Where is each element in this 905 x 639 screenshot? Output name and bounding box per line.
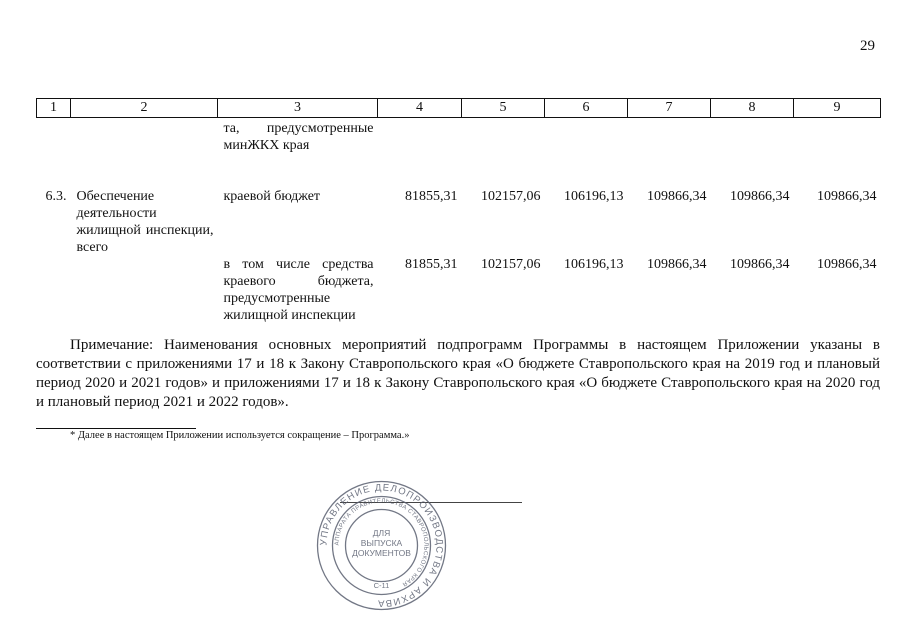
column-header: 9 xyxy=(794,99,881,118)
column-header: 6 xyxy=(545,99,628,118)
row-index: 6.3. xyxy=(45,188,67,204)
subrow-value: 109866,34 xyxy=(817,256,877,272)
column-header: 3 xyxy=(218,99,378,118)
subrow-value: 81855,31 xyxy=(405,256,458,272)
note-paragraph: Примечание: Наименования основных мероприятий подпрограмм Программы в настоящем Приложении указаны в соответствии с приложениями 17 и 18 к Закону Ставропольского края «О бюджете Ставропольского края на 2019 год и плановый период 2020 и 2021 годов» и приложениями 17 и 18 к Закону Ставропольского края «О бюджете Ставропольского края на 2020 год и плановый период 2021 и 2022 годов». xyxy=(36,337,880,410)
subrow-source: в том числе средства краевого бюджета, предусмотренные жилищной инспекции xyxy=(223,256,374,323)
stamp-center-line: ВЫПУСКА xyxy=(360,538,403,548)
table-subrow xyxy=(37,256,881,324)
column-header: 8 xyxy=(711,99,794,118)
footnote: * Далее в настоящем Приложении используется сокращение – Программа.» xyxy=(70,430,410,441)
row-value: 109866,34 xyxy=(817,188,877,204)
stamp-code: С-11 xyxy=(373,581,390,590)
table-header-row xyxy=(37,99,881,118)
continuation-text: та, предусмотренные минЖКХ края xyxy=(223,121,374,153)
subrow-value: 109866,34 xyxy=(730,256,790,272)
subrow-value: 102157,06 xyxy=(481,256,541,272)
subrow-value: 109866,34 xyxy=(647,256,707,272)
stamp-center-line: ДОКУМЕНТОВ xyxy=(352,548,411,558)
subrow-value: 106196,13 xyxy=(564,256,624,272)
footnote-divider xyxy=(36,428,196,429)
table-row xyxy=(37,168,881,256)
row-value: 102157,06 xyxy=(481,188,541,204)
row-source: краевой бюджет xyxy=(223,188,321,204)
stamp-seal xyxy=(314,478,449,613)
stamp-center-line: ДЛЯ xyxy=(372,528,391,538)
row-value: 81855,31 xyxy=(405,188,458,204)
stamp-outer-text: УПРАВЛЕНИЕ ДЕЛОПРОИЗВОДСТВА И АРХИВА xyxy=(318,482,445,609)
column-header: 2 xyxy=(71,99,218,118)
page-number: 29 xyxy=(860,38,875,54)
table-row-continuation xyxy=(37,118,881,168)
column-header: 4 xyxy=(378,99,462,118)
column-header: 1 xyxy=(37,99,71,118)
row-value: 109866,34 xyxy=(730,188,790,204)
column-header: 7 xyxy=(628,99,711,118)
row-value: 106196,13 xyxy=(564,188,624,204)
row-name: Обеспечение деятельности жилищной инспекции, всего xyxy=(76,188,214,255)
stamp-inner-text: АППАРАТА ПРАВИТЕЛЬСТВА СТАВРОПОЛЬСКОГО КРАЯ xyxy=(334,498,429,587)
budget-table xyxy=(36,98,881,324)
column-header: 5 xyxy=(462,99,545,118)
row-value: 109866,34 xyxy=(647,188,707,204)
